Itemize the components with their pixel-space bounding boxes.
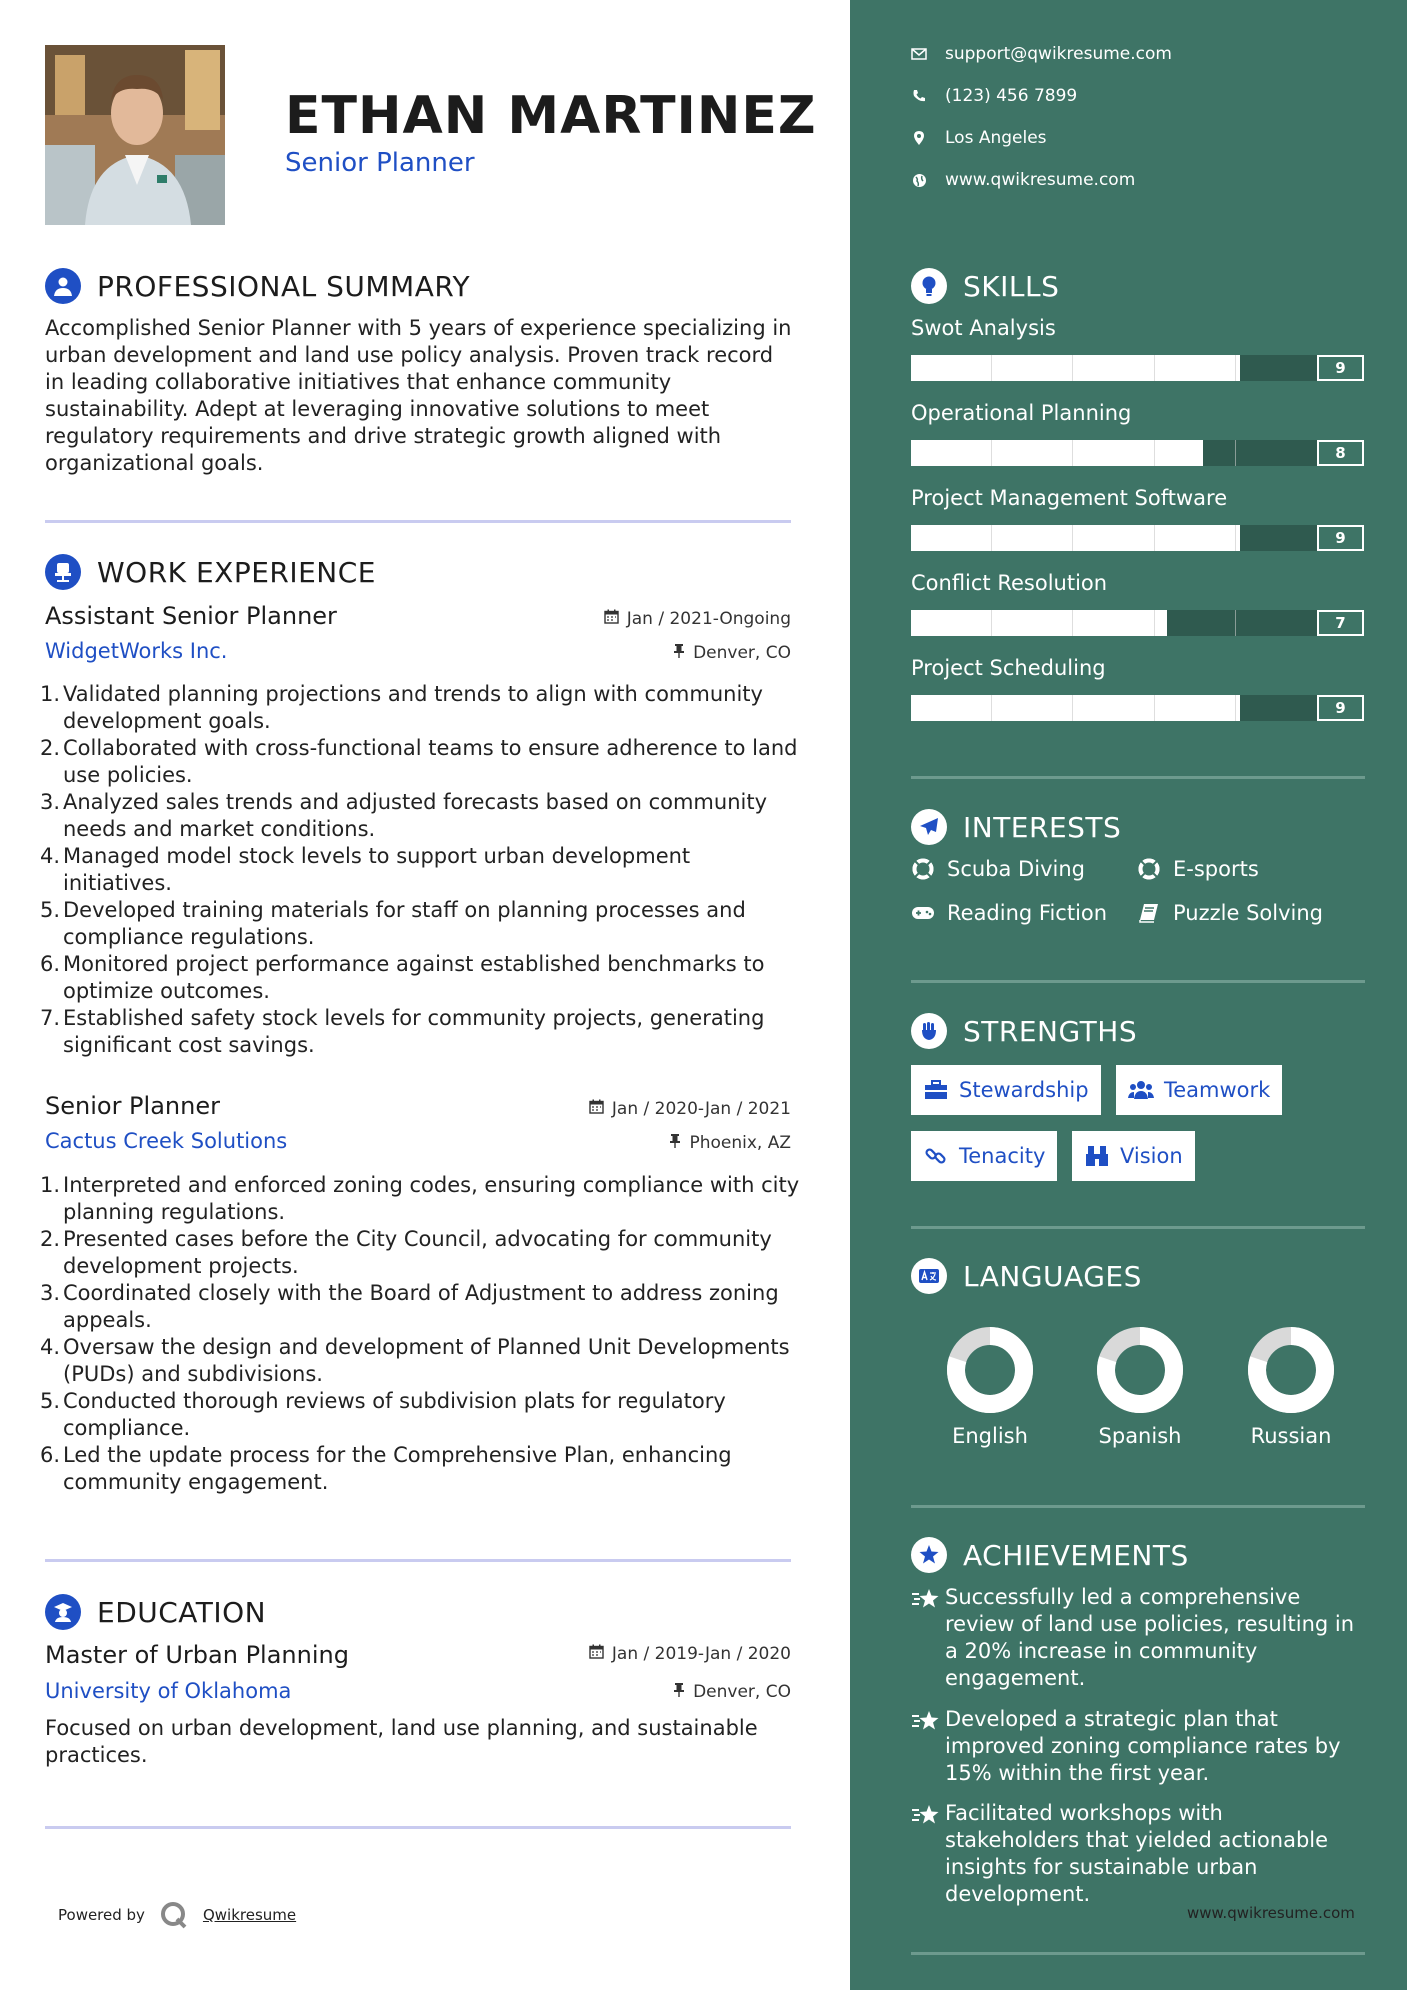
skill-bar bbox=[911, 610, 1317, 636]
language-icon bbox=[911, 1258, 947, 1294]
skill-bar-segment bbox=[1236, 355, 1317, 381]
job-date: Jan / 2020-Jan / 2021 bbox=[589, 1099, 791, 1119]
job-title: Assistant Senior Planner bbox=[45, 602, 337, 630]
list-item: 3. Coordinated closely with the Board of Adjustment to address zoning appeals. bbox=[40, 1281, 779, 1332]
job-duties bbox=[40, 1172, 800, 1496]
interest-item: Scuba Diving bbox=[911, 857, 1085, 881]
skill-level: 7 bbox=[1317, 610, 1364, 636]
skill-bar bbox=[911, 525, 1317, 551]
summary-title: PROFESSIONAL SUMMARY bbox=[97, 269, 471, 303]
list-item: 2. Collaborated with cross-functional teams to ensure adherence to land use policies. bbox=[40, 736, 798, 787]
language-gauge bbox=[1080, 1320, 1200, 1424]
job-company: WidgetWorks Inc. bbox=[45, 639, 228, 663]
divider bbox=[911, 1952, 1365, 1955]
graduate-icon bbox=[45, 1594, 81, 1630]
job-company: Cactus Creek Solutions bbox=[45, 1129, 288, 1153]
star-badge-icon bbox=[911, 1537, 947, 1573]
list-item: 2. Presented cases before the City Council, advocating for community development projects. bbox=[40, 1227, 772, 1278]
list-item: 5. Developed training materials for staff on planning processes and compliance regulations. bbox=[40, 898, 746, 949]
interest-item: Reading Fiction bbox=[911, 901, 1107, 925]
job-location: Denver, CO bbox=[673, 643, 791, 663]
education-heading bbox=[45, 1594, 266, 1630]
experience-heading bbox=[45, 554, 376, 590]
paper-plane-icon bbox=[911, 809, 947, 845]
education-text: Focused on urban development, land use planning, and sustainable practices. bbox=[45, 1716, 758, 1767]
contact-email[interactable]: support@qwikresume.com bbox=[911, 44, 1172, 64]
gamepad-icon bbox=[911, 901, 935, 925]
calendar-icon bbox=[589, 1644, 604, 1664]
link-icon bbox=[923, 1145, 949, 1167]
powered-by: Powered by Qwikresume bbox=[58, 1900, 296, 1930]
star-icon bbox=[911, 1584, 945, 1692]
strengths-title: STRENGTHS bbox=[963, 1014, 1138, 1048]
skill-bar-segment bbox=[1073, 525, 1154, 551]
divider bbox=[45, 1826, 791, 1829]
phone-icon bbox=[911, 88, 927, 104]
strength-badge: Tenacity bbox=[911, 1131, 1057, 1181]
skill-bar-segment bbox=[1155, 610, 1236, 636]
skill-bar-segment bbox=[911, 355, 992, 381]
skill-bar-segment bbox=[911, 525, 992, 551]
list-item: 1. Validated planning projections and trends to align with community development goals. bbox=[40, 682, 763, 733]
list-item: 6. Led the update process for the Comprehensive Plan, enhancing community engagement. bbox=[40, 1443, 732, 1494]
education-title: EDUCATION bbox=[97, 1595, 267, 1629]
skill-bar-segment bbox=[1155, 355, 1236, 381]
skill-name: Project Management Software bbox=[911, 486, 1228, 510]
interests-heading bbox=[911, 809, 1121, 845]
achievement-item: Facilitated workshops with stakeholders that yielded actionable insights for sustainable urban development. bbox=[911, 1800, 1355, 1908]
languages-heading bbox=[911, 1258, 1142, 1294]
pin-icon bbox=[673, 643, 685, 663]
strength-badge: Vision bbox=[1072, 1131, 1195, 1181]
skill-level: 9 bbox=[1317, 355, 1364, 381]
list-item: 3. Analyzed sales trends and adjusted forecasts based on community needs and market conditions. bbox=[40, 790, 768, 841]
skill-bar-segment bbox=[1073, 695, 1154, 721]
qwikresume-logo-icon bbox=[159, 1900, 189, 1930]
skill-level: 9 bbox=[1317, 695, 1364, 721]
achievements-heading bbox=[911, 1537, 1189, 1573]
divider bbox=[911, 980, 1365, 983]
candidate-role: Senior Planner bbox=[285, 148, 475, 178]
job-title: Senior Planner bbox=[45, 1092, 220, 1120]
hand-fist-icon bbox=[911, 1013, 947, 1049]
life-ring-icon bbox=[911, 857, 935, 881]
list-item: 1. Interpreted and enforced zoning codes, ensuring compliance with city planning regulations. bbox=[40, 1173, 800, 1224]
globe-icon bbox=[911, 172, 927, 188]
pin-icon bbox=[673, 1682, 685, 1702]
summary-heading bbox=[45, 268, 470, 304]
list-item: 4. Oversaw the design and development of Planned Unit Developments (PUDs) and subdivisions. bbox=[40, 1335, 790, 1386]
skill-bar-segment bbox=[992, 695, 1073, 721]
life-ring-icon bbox=[1137, 857, 1161, 881]
contact-phone[interactable]: (123) 456 7899 bbox=[911, 86, 1077, 106]
summary-text: Accomplished Senior Planner with 5 years of experience specializing in urban development and land use policy analysis. Proven track record in leading collaborative initiatives that enhance community sustainability. Adept at leveraging innovative solutions to meet regulatory requirements and drive strategic growth aligned with organizational goals. bbox=[45, 316, 792, 475]
skill-bar-segment bbox=[1155, 525, 1236, 551]
achievement-item: Successfully led a comprehensive review of land use policies, resulting in a 20% increase in community engagement. bbox=[911, 1584, 1355, 1692]
divider bbox=[911, 1226, 1365, 1229]
school-name: University of Oklahoma bbox=[45, 1679, 292, 1703]
language-name: Russian bbox=[1250, 1424, 1332, 1448]
strength-badge: Teamwork bbox=[1116, 1065, 1282, 1115]
skill-level: 9 bbox=[1317, 525, 1364, 551]
skill-bar bbox=[911, 440, 1317, 466]
pin-icon bbox=[669, 1133, 681, 1153]
skill-name: Project Scheduling bbox=[911, 656, 1106, 680]
skill-bar-segment bbox=[992, 525, 1073, 551]
language-gauge bbox=[930, 1320, 1050, 1424]
job-location: Phoenix, AZ bbox=[669, 1133, 791, 1153]
divider bbox=[45, 520, 791, 523]
interest-item: E-sports bbox=[1137, 857, 1259, 881]
skill-bar-segment bbox=[1236, 695, 1317, 721]
skills-title: SKILLS bbox=[963, 269, 1060, 303]
divider bbox=[911, 776, 1365, 779]
language-name: Spanish bbox=[1098, 1424, 1182, 1448]
skill-name: Operational Planning bbox=[911, 401, 1132, 425]
list-item: 6. Monitored project performance against established benchmarks to optimize outcomes. bbox=[40, 952, 765, 1003]
skill-bar-segment bbox=[1155, 695, 1236, 721]
skill-bar-segment bbox=[1073, 440, 1154, 466]
skill-bar-segment bbox=[1236, 525, 1317, 551]
map-marker-icon bbox=[911, 130, 927, 146]
binoculars-icon bbox=[1084, 1145, 1110, 1167]
envelope-icon bbox=[911, 46, 927, 62]
job-duties bbox=[40, 681, 800, 1059]
candidate-name: ETHAN MARTINEZ bbox=[285, 86, 817, 146]
skill-bar-segment bbox=[992, 355, 1073, 381]
footer-site: www.qwikresume.com bbox=[1187, 1904, 1355, 1922]
skill-level: 8 bbox=[1317, 440, 1364, 466]
book-icon bbox=[1137, 901, 1161, 925]
qwikresume-link[interactable]: Qwikresume bbox=[202, 1906, 297, 1924]
briefcase-icon bbox=[923, 1079, 949, 1101]
skill-bar-segment bbox=[1236, 610, 1317, 636]
skill-bar-segment bbox=[1236, 440, 1317, 466]
education-location: Denver, CO bbox=[673, 1682, 791, 1702]
education-date: Jan / 2019-Jan / 2020 bbox=[589, 1644, 791, 1664]
degree-title: Master of Urban Planning bbox=[45, 1641, 349, 1669]
skill-bar-segment bbox=[992, 610, 1073, 636]
divider bbox=[911, 1505, 1365, 1508]
skill-bar-segment bbox=[911, 610, 992, 636]
interests-title: INTERESTS bbox=[963, 810, 1122, 844]
star-icon bbox=[911, 1706, 945, 1787]
user-icon bbox=[45, 268, 81, 304]
languages-title: LANGUAGES bbox=[963, 1259, 1142, 1293]
divider bbox=[45, 1559, 791, 1562]
skill-bar bbox=[911, 355, 1317, 381]
language-name: English bbox=[952, 1424, 1028, 1448]
skill-bar-segment bbox=[1073, 610, 1154, 636]
list-item: 7. Established safety stock levels for community projects, generating significant cost savings. bbox=[40, 1006, 765, 1057]
list-item: 4. Managed model stock levels to support urban development initiatives. bbox=[40, 844, 691, 895]
strength-badge: Stewardship bbox=[911, 1065, 1101, 1115]
profile-photo bbox=[45, 45, 225, 225]
calendar-icon bbox=[589, 1099, 604, 1119]
skills-heading bbox=[911, 268, 1059, 304]
strengths-heading bbox=[911, 1013, 1137, 1049]
skill-bar-segment bbox=[1073, 355, 1154, 381]
list-item: 5. Conducted thorough reviews of subdivision plats for regulatory compliance. bbox=[40, 1389, 726, 1440]
skill-bar-segment bbox=[992, 440, 1073, 466]
skill-name: Conflict Resolution bbox=[911, 571, 1108, 595]
lightbulb-icon bbox=[911, 268, 947, 304]
skill-name: Swot Analysis bbox=[911, 316, 1056, 340]
skill-bar-segment bbox=[911, 440, 992, 466]
contact-location: Los Angeles bbox=[911, 128, 1047, 148]
calendar-icon bbox=[604, 609, 619, 629]
job-date: Jan / 2021-Ongoing bbox=[604, 609, 791, 629]
star-icon bbox=[911, 1800, 945, 1908]
experience-title: WORK EXPERIENCE bbox=[97, 555, 376, 589]
skill-bar-segment bbox=[1155, 440, 1236, 466]
achievement-item: Developed a strategic plan that improved zoning compliance rates by 15% within the first year. bbox=[911, 1706, 1355, 1787]
skill-bar bbox=[911, 695, 1317, 721]
achievements-title: ACHIEVEMENTS bbox=[963, 1538, 1189, 1572]
skill-bar-segment bbox=[911, 695, 992, 721]
interest-item: Puzzle Solving bbox=[1137, 901, 1323, 925]
language-gauge bbox=[1231, 1320, 1351, 1424]
contact-website[interactable]: www.qwikresume.com bbox=[911, 170, 1135, 190]
users-icon bbox=[1128, 1079, 1154, 1101]
chair-icon bbox=[45, 554, 81, 590]
